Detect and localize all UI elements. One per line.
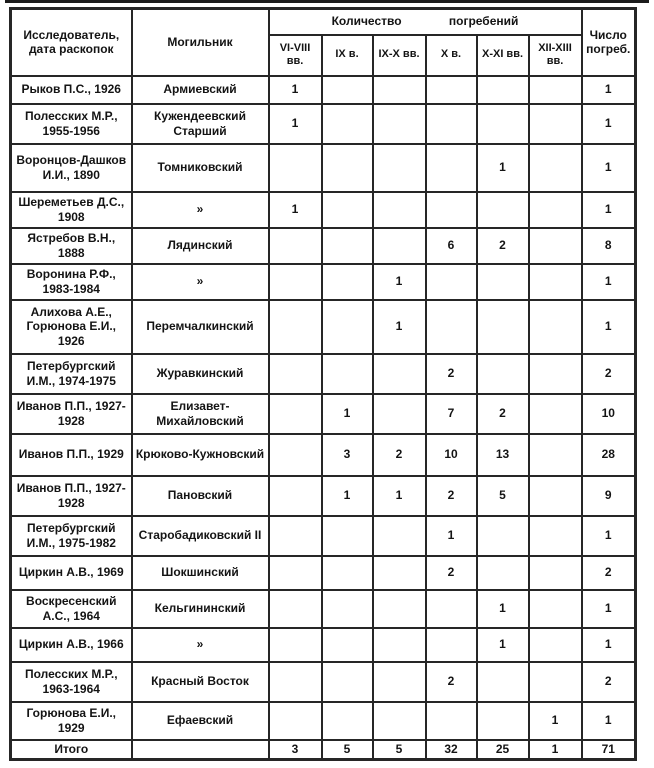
count-x-cell: 2: [426, 354, 477, 394]
table-row: [11, 144, 636, 192]
count-x-cell: 1: [426, 516, 477, 556]
count-vi-viii-cell: [269, 628, 322, 662]
total-count-cell: 1: [582, 192, 636, 228]
cemetery-cell: Крюково-Кужновский: [132, 434, 269, 476]
count-x-xi-cell: 2: [477, 228, 529, 264]
count-xii-xiii-cell: [529, 264, 582, 300]
count-x-xi-cell: 5: [477, 476, 529, 516]
table-row: [11, 662, 636, 702]
count-ix-cell: [322, 228, 373, 264]
researcher-cell: Воронцов-Дашков И.И., 1890: [11, 144, 132, 192]
total-count-cell: 10: [582, 394, 636, 434]
count-x-cell: [426, 628, 477, 662]
total-count-cell: 2: [582, 354, 636, 394]
cemetery-cell: »: [132, 192, 269, 228]
cemetery-cell: Кужендеевский Старший: [132, 104, 269, 144]
header-researcher: Исследователь, дата раскопок: [11, 9, 132, 76]
count-vi-viii-cell: [269, 144, 322, 192]
count-x-cell: 10: [426, 434, 477, 476]
cemetery-cell: »: [132, 628, 269, 662]
header-cemetery: Могильник: [132, 9, 269, 76]
count-ix-x-cell: 1: [373, 264, 426, 300]
count-vi-viii-cell: [269, 702, 322, 740]
count-xii-xiii-cell: [529, 516, 582, 556]
count-ix-x-cell: [373, 702, 426, 740]
researcher-cell: Циркин А.В., 1966: [11, 628, 132, 662]
count-x-cell: [426, 76, 477, 104]
count-ix-x-cell: [373, 590, 426, 628]
count-vi-viii-cell: [269, 434, 322, 476]
count-ix-x-cell: [373, 76, 426, 104]
cemetery-cell: Красный Восток: [132, 662, 269, 702]
count-x-cell: [426, 300, 477, 354]
cemetery-cell: Томниковский: [132, 144, 269, 192]
header-period-ix: IX в.: [322, 35, 373, 76]
header-period-x: X в.: [426, 35, 477, 76]
count-x-cell: [426, 192, 477, 228]
count-x-cell: [426, 144, 477, 192]
count-x-xi-cell: [477, 662, 529, 702]
count-x-xi-cell: 2: [477, 394, 529, 434]
table-row: [11, 702, 636, 740]
count-x-xi-cell: [477, 264, 529, 300]
count-ix-x-cell: [373, 662, 426, 702]
count-xii-xiii-cell: [529, 354, 582, 394]
header-burial-count-group: Количество погребений: [269, 9, 582, 35]
count-xii-xiii-cell: [529, 300, 582, 354]
table-row: [11, 228, 636, 264]
count-x-cell: 2: [426, 476, 477, 516]
count-x-xi-cell: [477, 104, 529, 144]
count-ix-cell: [322, 192, 373, 228]
totals-count-ix: 5: [322, 740, 373, 760]
total-count-cell: 1: [582, 104, 636, 144]
count-vi-viii-cell: [269, 590, 322, 628]
count-ix-x-cell: [373, 516, 426, 556]
table-row: [11, 394, 636, 434]
count-xii-xiii-cell: [529, 628, 582, 662]
count-x-cell: [426, 702, 477, 740]
count-ix-cell: 3: [322, 434, 373, 476]
count-x-xi-cell: 1: [477, 628, 529, 662]
table-row: [11, 192, 636, 228]
count-x-cell: [426, 590, 477, 628]
table-footer: [11, 740, 636, 760]
count-xii-xiii-cell: [529, 192, 582, 228]
total-count-cell: 1: [582, 590, 636, 628]
totals-count-x-xi: 25: [477, 740, 529, 760]
cemetery-cell: Старобадиковский II: [132, 516, 269, 556]
count-vi-viii-cell: [269, 264, 322, 300]
count-vi-viii-cell: [269, 516, 322, 556]
count-ix-x-cell: [373, 192, 426, 228]
totals-label: Итого: [11, 740, 132, 760]
count-ix-x-cell: [373, 556, 426, 590]
cemetery-cell: Кельгининский: [132, 590, 269, 628]
count-ix-x-cell: 1: [373, 476, 426, 516]
totals-row: [11, 740, 636, 760]
count-ix-x-cell: [373, 628, 426, 662]
cemetery-cell: Армиевский: [132, 76, 269, 104]
count-ix-cell: [322, 264, 373, 300]
researcher-cell: Иванов П.П., 1927-1928: [11, 476, 132, 516]
table-row: [11, 628, 636, 662]
count-xii-xiii-cell: [529, 662, 582, 702]
total-count-cell: 1: [582, 702, 636, 740]
total-count-cell: 8: [582, 228, 636, 264]
count-ix-cell: [322, 354, 373, 394]
count-vi-viii-cell: [269, 476, 322, 516]
researcher-cell: Шереметьев Д.С., 1908: [11, 192, 132, 228]
researcher-cell: Воскресенский А.С., 1964: [11, 590, 132, 628]
header-row-top: [11, 9, 636, 35]
count-x-xi-cell: 1: [477, 144, 529, 192]
count-x-xi-cell: [477, 300, 529, 354]
count-x-cell: 2: [426, 662, 477, 702]
count-ix-cell: [322, 702, 373, 740]
count-vi-viii-cell: 1: [269, 76, 322, 104]
totals-grand-total: 71: [582, 740, 636, 760]
count-ix-x-cell: 1: [373, 300, 426, 354]
count-xii-xiii-cell: [529, 476, 582, 516]
count-ix-cell: [322, 590, 373, 628]
count-xii-xiii-cell: [529, 556, 582, 590]
totals-count-xii-xiii: 1: [529, 740, 582, 760]
cemetery-cell: Ефаевский: [132, 702, 269, 740]
table-row: [11, 76, 636, 104]
researcher-cell: Горюнова Е.И., 1929: [11, 702, 132, 740]
cemetery-cell: »: [132, 264, 269, 300]
count-xii-xiii-cell: [529, 394, 582, 434]
table-body: [11, 76, 636, 740]
count-ix-cell: [322, 662, 373, 702]
count-x-cell: 7: [426, 394, 477, 434]
researcher-cell: Иванов П.П., 1927-1928: [11, 394, 132, 434]
table-row: [11, 476, 636, 516]
header-period-xii-xiii: XII-XIII вв.: [529, 35, 582, 76]
count-ix-cell: 1: [322, 394, 373, 434]
header-period-x-xi: X-XI вв.: [477, 35, 529, 76]
total-count-cell: 2: [582, 662, 636, 702]
count-x-cell: 6: [426, 228, 477, 264]
count-ix-cell: [322, 76, 373, 104]
count-ix-cell: [322, 104, 373, 144]
count-ix-x-cell: [373, 394, 426, 434]
count-vi-viii-cell: 1: [269, 192, 322, 228]
table-row: [11, 556, 636, 590]
total-count-cell: 1: [582, 516, 636, 556]
count-xii-xiii-cell: [529, 228, 582, 264]
count-ix-x-cell: [373, 354, 426, 394]
researcher-cell: Рыков П.С., 1926: [11, 76, 132, 104]
table-row: [11, 354, 636, 394]
cemetery-cell: Шокшинский: [132, 556, 269, 590]
count-ix-cell: [322, 144, 373, 192]
total-count-cell: 28: [582, 434, 636, 476]
count-xii-xiii-cell: [529, 76, 582, 104]
top-rule: [5, 0, 649, 3]
total-count-cell: 1: [582, 144, 636, 192]
total-count-cell: 1: [582, 76, 636, 104]
count-ix-cell: 1: [322, 476, 373, 516]
count-vi-viii-cell: [269, 300, 322, 354]
count-vi-viii-cell: [269, 662, 322, 702]
count-vi-viii-cell: [269, 394, 322, 434]
researcher-cell: Полесских М.Р., 1963-1964: [11, 662, 132, 702]
table-header: [11, 9, 636, 76]
table-row: [11, 516, 636, 556]
table-row: [11, 590, 636, 628]
count-x-cell: [426, 264, 477, 300]
table-row: [11, 300, 636, 354]
researcher-cell: Алихова А.Е., Горюнова Е.И., 1926: [11, 300, 132, 354]
count-vi-viii-cell: [269, 228, 322, 264]
count-x-xi-cell: [477, 702, 529, 740]
count-ix-x-cell: [373, 228, 426, 264]
count-x-xi-cell: 1: [477, 590, 529, 628]
count-ix-cell: [322, 300, 373, 354]
researcher-cell: Иванов П.П., 1929: [11, 434, 132, 476]
total-count-cell: 9: [582, 476, 636, 516]
count-x-xi-cell: [477, 192, 529, 228]
count-x-xi-cell: 13: [477, 434, 529, 476]
cemetery-cell: Перемчалкинский: [132, 300, 269, 354]
researcher-cell: Воронина Р.Ф., 1983-1984: [11, 264, 132, 300]
count-xii-xiii-cell: [529, 434, 582, 476]
cemetery-cell: Лядинский: [132, 228, 269, 264]
count-xii-xiii-cell: [529, 590, 582, 628]
cemetery-cell: Елизавет-Михайловский: [132, 394, 269, 434]
count-x-xi-cell: [477, 516, 529, 556]
count-ix-x-cell: 2: [373, 434, 426, 476]
total-count-cell: 1: [582, 264, 636, 300]
count-x-xi-cell: [477, 354, 529, 394]
count-ix-cell: [322, 556, 373, 590]
count-vi-viii-cell: [269, 556, 322, 590]
count-ix-cell: [322, 628, 373, 662]
totals-cemetery-empty: [132, 740, 269, 760]
count-vi-viii-cell: [269, 354, 322, 394]
researcher-cell: Петербургский И.М., 1974-1975: [11, 354, 132, 394]
count-x-cell: 2: [426, 556, 477, 590]
totals-count-ix-x: 5: [373, 740, 426, 760]
header-period-vi-viii: VI-VIII вв.: [269, 35, 322, 76]
total-count-cell: 1: [582, 628, 636, 662]
researcher-cell: Полесских М.Р., 1955-1956: [11, 104, 132, 144]
count-ix-cell: [322, 516, 373, 556]
header-total-count: Число погреб.: [582, 9, 636, 76]
count-ix-x-cell: [373, 144, 426, 192]
table-row: [11, 264, 636, 300]
researcher-cell: Ястребов В.Н., 1888: [11, 228, 132, 264]
count-x-cell: [426, 104, 477, 144]
researcher-cell: Петербургский И.М., 1975-1982: [11, 516, 132, 556]
count-x-xi-cell: [477, 76, 529, 104]
researcher-cell: Циркин А.В., 1969: [11, 556, 132, 590]
count-xii-xiii-cell: 1: [529, 702, 582, 740]
total-count-cell: 2: [582, 556, 636, 590]
count-x-xi-cell: [477, 556, 529, 590]
cemetery-cell: Пановский: [132, 476, 269, 516]
count-xii-xiii-cell: [529, 144, 582, 192]
count-xii-xiii-cell: [529, 104, 582, 144]
table-row: [11, 434, 636, 476]
table-row: [11, 104, 636, 144]
totals-count-x: 32: [426, 740, 477, 760]
count-ix-x-cell: [373, 104, 426, 144]
count-vi-viii-cell: 1: [269, 104, 322, 144]
totals-count-vi-viii: 3: [269, 740, 322, 760]
total-count-cell: 1: [582, 300, 636, 354]
header-period-ix-x: IX-X вв.: [373, 35, 426, 76]
cemetery-cell: Журавкинский: [132, 354, 269, 394]
burials-table: [9, 7, 637, 761]
